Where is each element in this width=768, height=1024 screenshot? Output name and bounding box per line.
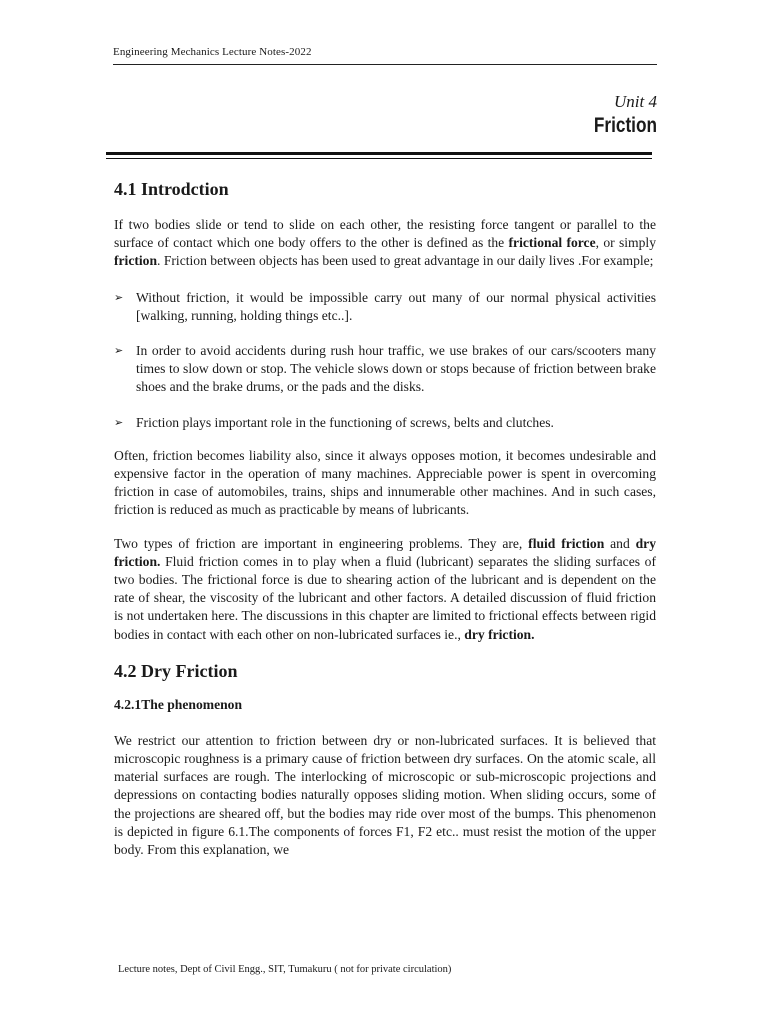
running-header: Engineering Mechanics Lecture Notes-2022: [113, 46, 312, 58]
paragraph-types: [114, 535, 656, 644]
arrow-bullet-icon: ➢: [114, 344, 124, 358]
text-run: , or simply: [595, 235, 656, 251]
bold-term: dry friction.: [114, 535, 656, 569]
bold-term: fluid friction: [528, 535, 605, 551]
list-item-text: Without friction, it would be impossible carry out many of our normal physical activities [walking, running, holding things etc..].: [136, 289, 656, 323]
bold-term: dry friction.: [464, 626, 535, 642]
section-heading-4-2: 4.2 Dry Friction: [114, 660, 238, 681]
text-run: . Friction between objects has been used to great advantage in our daily lives .For example;: [157, 253, 654, 269]
page-footer: Lecture notes, Dept of Civil Engg., SIT, Tumakuru ( not for private circulation): [118, 964, 452, 975]
subsection-heading-4-2-1: 4.2.1The phenomenon: [114, 696, 243, 712]
text-run: Fluid friction comes in to play when a fluid (lubricant) separates the sliding surfaces of two bodies. The frictional force is due to shearing action of the lubricant and is dependent on the rate of shear, the viscosity of the lubricant and other factors. A detailed discussion of fluid friction is not undertaken here. The discussions in this chapter are limited to frictional effects between rigid bodies in contact with each other on non-lubricated surfaces ie.,: [114, 553, 656, 642]
title-rule-thick: [106, 152, 652, 155]
list-item-text: In order to avoid accidents during rush hour traffic, we use brakes of our cars/scooters many times to slow down or stop. The vehicle slows down or stops because of friction between brake shoes and the brake drums, or the pads and the disks.: [136, 343, 656, 395]
paragraph-phenomenon: We restrict our attention to friction between dry or non-lubricated surfaces. It is believed that microscopic roughness is a primary cause of friction between dry surfaces. On the atomic scale, all material surfaces are rough. The interlocking of microscopic or sub-microscopic projections and depressions on contacting bodies naturally opposes sliding motion. When sliding occurs, some of the projections are sheared off, but the bodies may ride over most of the bumps. This phenomenon is depicted in figure 6.1.The components of forces F1, F2 etc.. must resist the motion of the upper body. From this explanation, we: [114, 732, 656, 858]
header-rule: [113, 64, 657, 65]
arrow-bullet-icon: ➢: [114, 290, 124, 304]
text-run: and: [604, 535, 636, 551]
title-rule-thin: [106, 158, 652, 159]
bold-term: frictional force: [508, 235, 596, 251]
chapter-title: Friction: [593, 114, 657, 137]
section-heading-4-1: 4.1 Introdction: [114, 179, 229, 199]
list-item: [114, 342, 656, 397]
page-content: [114, 176, 656, 859]
bold-term: friction: [114, 253, 158, 269]
list-item: [114, 414, 656, 432]
unit-label: Unit 4: [614, 92, 657, 111]
text-run: Two types of friction are important in engineering problems. They are,: [114, 535, 529, 551]
list-item-text: Friction plays important role in the functioning of screws, belts and clutches.: [136, 414, 554, 430]
text-run: If two bodies slide or tend to slide on each other, the resisting force tangent or parallel to the surface of contact which one body offers to the other is defined as the: [114, 217, 656, 251]
arrow-bullet-icon: ➢: [114, 415, 124, 429]
paragraph-intro: [114, 216, 656, 271]
list-item: [114, 289, 656, 325]
example-list: [114, 289, 656, 432]
paragraph-liability: Often, friction becomes liability also, since it always opposes motion, it becomes undesirable and expensive factor in the operation of many machines. Appreciable power is spent in overcoming friction in case of automobiles, trains, ships and innumerable other machines. And in such cases, friction is reduced as much as practicable by means of lubricants.: [114, 447, 656, 518]
